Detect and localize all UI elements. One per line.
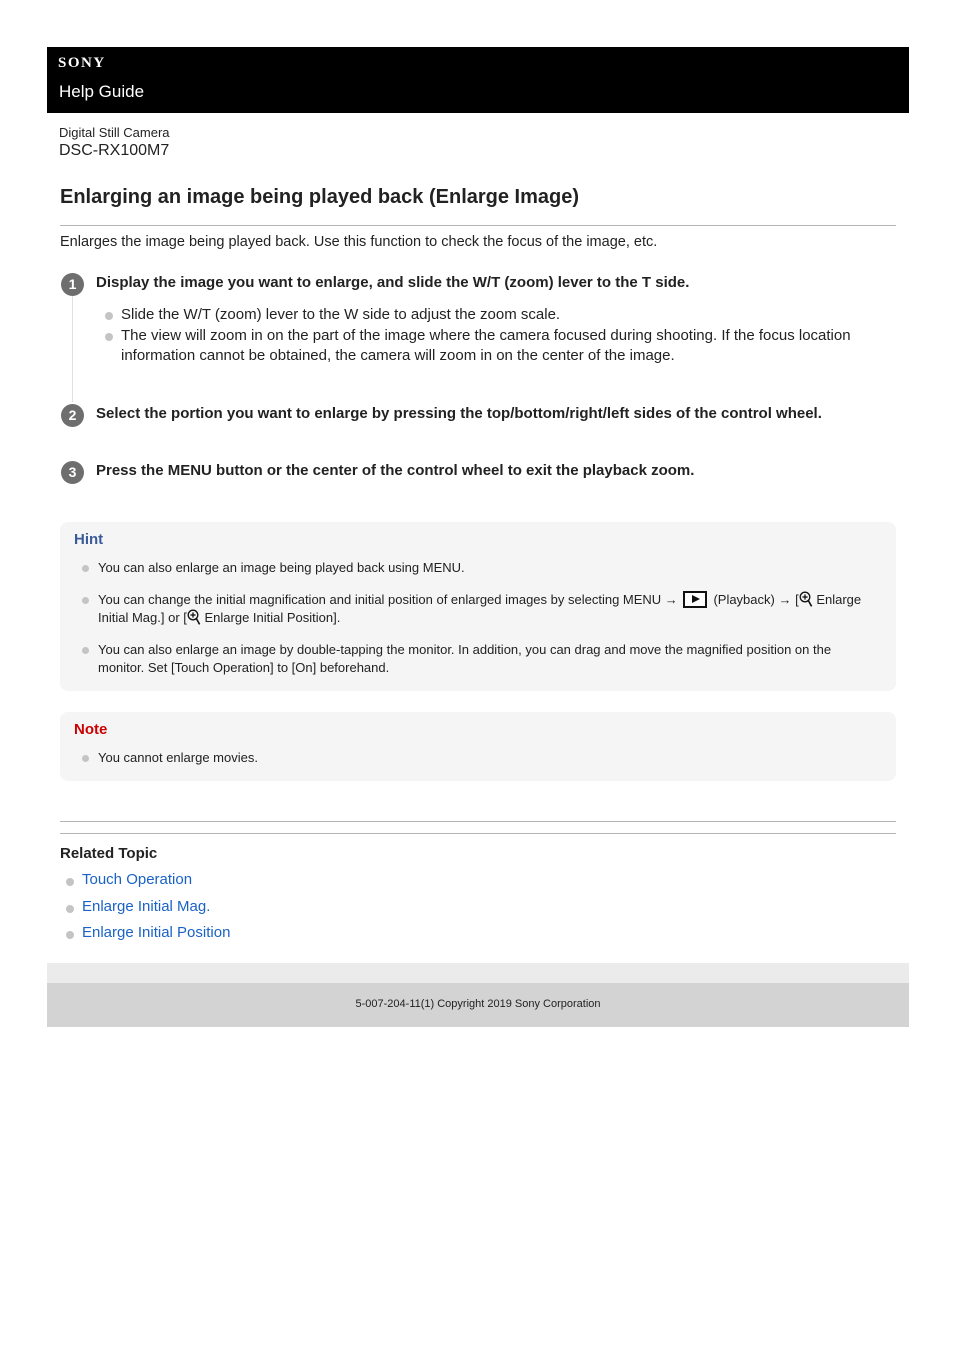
step-1-text: Display the image you want to enlarge, and slide the W/T (zoom) lever to the T side. — [96, 274, 690, 291]
list-item: You can change the initial magnification and initial position of enlarged images by selecting MENU → (Playback) → [ Enlarge Initial Mag.] or [ Enlarge Initial Position]. — [82, 591, 872, 627]
bullet-dot-icon — [82, 565, 89, 572]
copyright-text: 5-007-204-11(1) Copyright 2019 Sony Corporation — [355, 998, 601, 1010]
list-item — [66, 923, 230, 950]
bullet-dot-icon — [105, 312, 113, 320]
step-3-badge: 3 — [61, 461, 84, 484]
page-header — [47, 47, 909, 113]
list-item: The view will zoom in on the part of the image where the camera focused during shooting. If the focus location information cannot be obtained, the camera will zoom in on the center of the image. — [105, 326, 895, 366]
list-item — [66, 897, 230, 924]
product-model: DSC-RX100M7 — [59, 142, 170, 159]
bullet-dot-icon — [66, 905, 74, 913]
bullet-dot-icon — [82, 647, 89, 654]
list-item: You cannot enlarge movies. — [82, 749, 872, 767]
related-divider-bottom — [60, 833, 896, 834]
link-enlarge-initial-mag[interactable]: Enlarge Initial Mag. — [82, 897, 211, 915]
link-touch-operation[interactable]: Touch Operation — [82, 871, 193, 888]
step-2-badge: 2 — [61, 404, 84, 427]
help-guide-label: Help Guide — [59, 82, 145, 101]
related-topic-heading: Related Topic — [60, 845, 158, 862]
link-enlarge-initial-position[interactable]: Enlarge Initial Position — [82, 924, 231, 941]
zoom-in-icon — [187, 609, 201, 626]
step-3-text: Press the MENU button or the center of the control wheel to exit the playback zoom. — [96, 462, 695, 479]
hint-box — [60, 522, 896, 691]
list-item: Slide the W/T (zoom) lever to the W side to adjust the zoom scale. — [105, 305, 895, 325]
footer-band — [47, 963, 909, 983]
sony-logo: SONY — [58, 55, 106, 71]
intro-text: Enlarges the image being played back. Use this function to check the focus of the image, etc. — [60, 234, 658, 250]
step-connector-line — [72, 296, 73, 402]
title-divider — [60, 225, 896, 226]
list-item — [66, 870, 230, 897]
related-links — [66, 870, 230, 950]
step-1-badge: 1 — [61, 273, 84, 296]
hint-title: Hint — [74, 531, 104, 548]
bullet-dot-icon — [82, 597, 89, 604]
related-divider-top — [60, 821, 896, 822]
zoom-in-icon — [799, 591, 813, 608]
note-title: Note — [74, 721, 108, 738]
note-box — [60, 712, 896, 781]
playback-icon — [683, 591, 707, 608]
page-footer — [47, 983, 909, 1027]
step-1-bullets — [105, 305, 895, 367]
bullet-dot-icon — [66, 878, 74, 886]
bullet-dot-icon — [105, 333, 113, 341]
product-category: Digital Still Camera — [59, 125, 170, 140]
list-item: You can also enlarge an image by double-tapping the monitor. In addition, you can drag and move the magnified position on the monitor. Set [Touch Operation] to [On] beforehand. — [82, 641, 872, 677]
hint-list — [82, 559, 872, 691]
bullet-dot-icon — [82, 755, 89, 762]
note-list — [82, 749, 872, 781]
bullet-dot-icon — [66, 931, 74, 939]
step-2-text: Select the portion you want to enlarge by pressing the top/bottom/right/left sides of the control wheel. — [96, 405, 822, 422]
page-title: Enlarging an image being played back (Enlarge Image) — [60, 186, 580, 208]
list-item: You can also enlarge an image being played back using MENU. — [82, 559, 872, 577]
